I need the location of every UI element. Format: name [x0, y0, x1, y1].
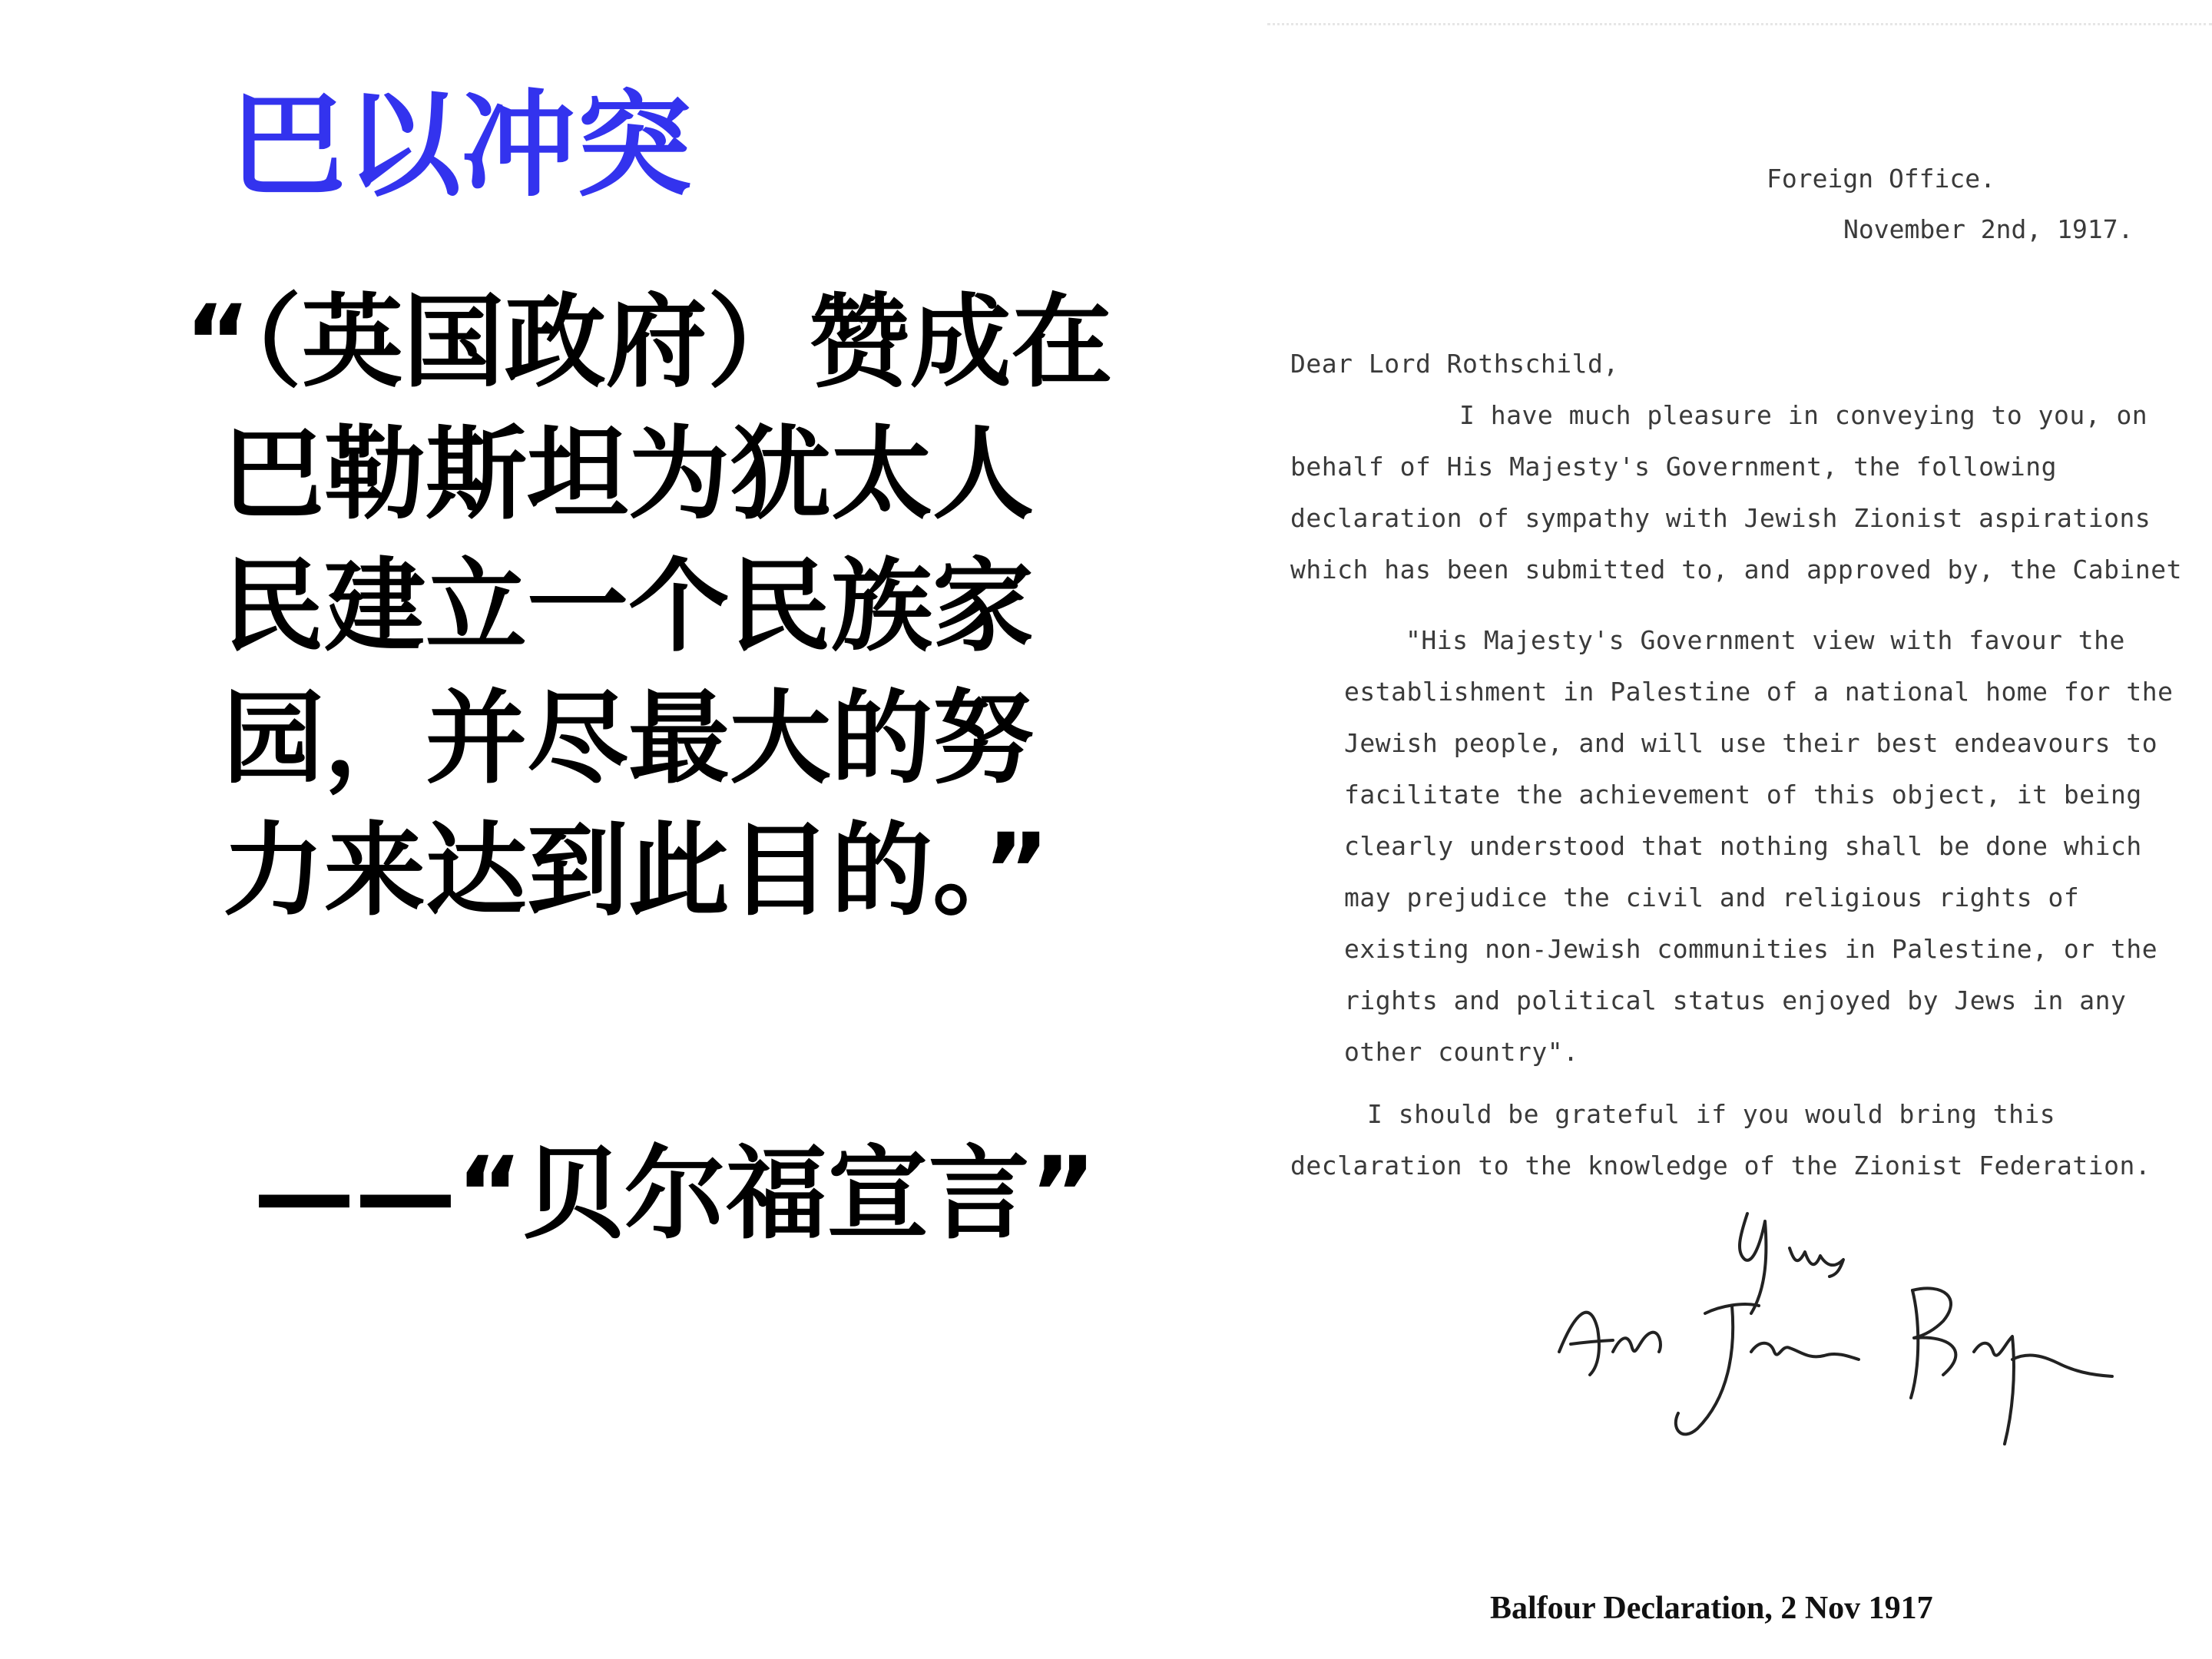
balfour-letter-image [1267, 15, 2212, 1636]
letter-line: declaration to the knowledge of the Zionist Federation. [1290, 1151, 2151, 1181]
quote-line: “（英国政府）赞成在 [184, 283, 1113, 402]
letter-line: Jewish people, and will use their best endeavours to [1344, 728, 2158, 758]
letter-salutation: Dear Lord Rothschild, [1290, 349, 1619, 379]
image-caption: Balfour Declaration, 2 Nov 1917 [1490, 1591, 1933, 1626]
letter-line: behalf of His Majesty's Government, the following [1290, 452, 2058, 482]
letter-header [1767, 154, 2134, 255]
quote-line: 民建立一个民族家 [223, 548, 1034, 666]
letter-line: I have much pleasure in conveying to you, on [1459, 400, 2148, 430]
letter-line: which has been submitted to, and approved by, the Cabinet [1290, 555, 2182, 584]
letter-paragraph-intro [1290, 389, 2182, 595]
letter-line: establishment in Palestine of a national home for the [1344, 677, 2174, 707]
image-border [1267, 23, 2212, 25]
letter-line: may prejudice the civil and religious rights of [1344, 882, 2080, 912]
quote-text [184, 276, 1229, 937]
letter-office: Foreign Office. [1767, 164, 1996, 194]
letter-line: declaration of sympathy with Jewish Zionist aspirations [1290, 503, 2151, 533]
quote-attribution: ——“贝尔福宣言” [253, 1135, 1097, 1253]
letter-line: existing non-Jewish communities in Palestine, or the [1344, 934, 2158, 964]
letter-date: November 2nd, 1917. [1843, 214, 2134, 244]
quote-line: 力来达到此目的。” [223, 812, 1050, 930]
slide-title: 巴以冲突 [230, 79, 692, 213]
letter-line: facilitate the achievement of this object, it being [1344, 780, 2142, 810]
quote-line: 巴勒斯坦为犹太人 [223, 416, 1034, 534]
letter-line: clearly understood that nothing shall be done which [1344, 831, 2142, 861]
letter-closing [1290, 1088, 2151, 1191]
letter-declaration [1344, 614, 2174, 1078]
quote-line: 园，并尽最大的努 [223, 680, 1034, 798]
letter-line: "His Majesty's Government view with favour the [1406, 625, 2125, 655]
letter-line: rights and political status enjoyed by Jews in any [1344, 985, 2127, 1015]
letter-line: I should be grateful if you would bring this [1367, 1099, 2056, 1129]
handwritten-signature [1544, 1198, 2174, 1475]
letter-line: other country". [1344, 1037, 1579, 1067]
